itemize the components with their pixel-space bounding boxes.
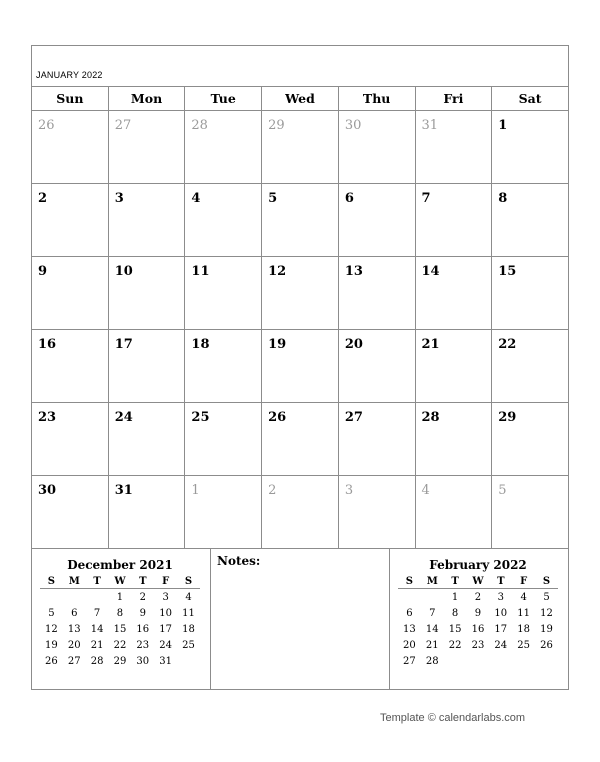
mini-weekday: W [109,574,132,589]
mini-week-row [40,605,200,621]
day-cell[interactable] [108,257,185,330]
mini-week-row [398,637,558,653]
mini-day: 14 [425,623,439,635]
mini-weekday: S [398,574,421,589]
mini-day: 3 [497,591,504,603]
mini-day: 24 [159,639,172,651]
day-number: 21 [421,337,440,352]
mini-day: 13 [403,623,416,635]
day-number: 31 [114,483,133,498]
day-cell[interactable] [262,111,339,184]
day-number: 29 [498,410,517,425]
bottom-section [31,549,569,690]
week-row [32,257,569,330]
mini-day [421,589,444,606]
mini-day: 16 [471,623,485,635]
notes-label: Notes: [217,554,261,568]
mini-day [40,589,63,606]
mini-weekday: T [444,574,467,589]
weekday-header: Thu [338,87,415,111]
mini-day [467,653,490,669]
day-number: 3 [344,483,354,498]
mini-day: 30 [136,655,150,667]
mini-calendar-february [398,558,558,669]
mini-week-row [40,589,200,606]
mini-day: 8 [116,607,124,619]
day-cell[interactable] [108,330,185,403]
mini-day: 22 [448,639,462,651]
mini-day: 4 [520,591,527,603]
day-number: 5 [498,483,507,498]
mini-week-row [40,621,200,637]
day-number: 28 [191,118,208,133]
day-cell[interactable] [262,476,339,549]
day-number: 2 [38,191,48,206]
weekday-header: Wed [262,87,339,111]
mini-day: 26 [45,655,58,667]
mini-day: 21 [425,639,439,651]
mini-day: 19 [45,639,58,651]
mini-week-row [40,653,200,669]
day-cell[interactable] [492,257,569,330]
day-number: 30 [344,118,362,133]
day-cell[interactable] [415,403,492,476]
mini-week-row [398,621,558,637]
mini-day: 8 [451,607,459,619]
mini-day: 31 [159,655,172,667]
day-cell[interactable] [108,111,185,184]
mini-day: 25 [517,639,530,651]
day-number: 6 [344,191,354,206]
mini-day: 28 [90,655,104,667]
day-cell[interactable] [262,184,339,257]
mini-calendar-title: February 2022 [429,558,527,572]
weekday-header: Tue [185,87,262,111]
day-cell[interactable] [108,476,185,549]
mini-day: 18 [517,623,530,635]
mini-day: 5 [543,591,550,603]
mini-day: 25 [182,639,195,651]
day-cell[interactable] [338,403,415,476]
mini-day: 3 [162,591,169,603]
day-number: 1 [191,483,200,498]
mini-day: 12 [540,607,553,619]
mini-day: 23 [136,639,150,651]
day-number: 10 [114,264,133,279]
mini-day [177,653,200,669]
mini-weekday: S [177,574,200,589]
weekday-header: Fri [415,87,492,111]
day-number: 19 [268,337,287,352]
day-number: 2 [268,483,277,498]
day-cell[interactable] [415,184,492,257]
mini-calendar-table [398,574,558,669]
mini-day [86,589,109,606]
week-row [32,330,569,403]
day-number: 23 [38,410,57,425]
mini-weekday: S [535,574,558,589]
mini-weekday-row [398,574,558,589]
day-number: 16 [38,337,57,352]
day-number: 29 [268,118,285,133]
day-cell[interactable] [415,330,492,403]
mini-day [444,653,467,669]
footer-credit: Template © calendarlabs.com [380,712,526,724]
mini-weekday: F [154,574,177,589]
day-cell[interactable] [185,111,262,184]
mini-week-row [398,589,558,606]
mini-day: 11 [517,607,530,619]
mini-day: 9 [139,607,146,619]
day-cell[interactable] [32,257,109,330]
day-cell[interactable] [415,476,492,549]
week-row [32,403,569,476]
day-number: 18 [191,337,210,352]
mini-calendar-title: December 2021 [67,558,173,572]
mini-weekday: W [467,574,490,589]
mini-day: 11 [182,607,195,619]
day-cell[interactable] [185,330,262,403]
day-number: 24 [114,410,133,425]
mini-day: 7 [93,607,101,619]
day-cell[interactable] [185,257,262,330]
mini-day: 7 [429,607,436,619]
mini-day: 6 [71,607,78,619]
day-cell[interactable] [108,184,185,257]
day-cell[interactable] [492,330,569,403]
day-number: 26 [268,410,287,425]
mini-day: 17 [494,623,508,635]
day-number: 25 [191,410,210,425]
day-number: 5 [268,191,278,206]
day-number: 1 [498,118,508,133]
mini-day: 1 [116,591,124,603]
day-cell[interactable] [338,111,415,184]
day-number: 27 [114,118,132,133]
day-cell[interactable] [492,476,569,549]
mini-day: 9 [474,607,482,619]
day-cell[interactable] [262,330,339,403]
mini-day: 6 [406,607,413,619]
day-number: 30 [38,483,57,498]
week-row [32,111,569,184]
day-number: 7 [421,191,431,206]
mini-day: 10 [494,607,508,619]
day-cell[interactable] [262,403,339,476]
mini-day: 5 [48,607,55,619]
mini-calendar-december [40,558,200,669]
day-number: 11 [191,264,210,279]
mini-day: 4 [185,591,192,603]
day-cell[interactable] [185,476,262,549]
divider [210,549,211,690]
mini-day [489,653,512,669]
mini-day [512,653,535,669]
weekday-header: Sat [492,87,569,111]
mini-day: 20 [403,639,416,651]
mini-weekday: M [63,574,86,589]
day-number: 17 [114,337,133,352]
weekday-header: Sun [32,87,109,111]
mini-day: 24 [494,639,508,651]
mini-day: 29 [113,655,127,667]
day-number: 15 [498,264,517,279]
day-cell[interactable] [32,403,109,476]
day-cell[interactable] [338,257,415,330]
day-cell[interactable] [108,403,185,476]
mini-weekday: S [40,574,63,589]
day-cell[interactable] [32,184,109,257]
day-number: 27 [344,410,363,425]
mini-weekday: T [131,574,154,589]
mini-weekday: T [86,574,109,589]
mini-weekday: T [489,574,512,589]
day-cell[interactable] [185,184,262,257]
day-number: 28 [421,410,440,425]
day-number: 4 [421,483,430,498]
mini-day: 20 [67,639,81,651]
mini-day: 15 [113,623,127,635]
day-number: 9 [38,264,48,279]
mini-day: 26 [540,639,553,651]
mini-day: 28 [425,655,439,667]
day-cell[interactable] [338,476,415,549]
mini-day: 21 [90,639,104,651]
mini-week-row [40,637,200,653]
day-number: 22 [498,337,517,352]
weekday-header: Mon [108,87,185,111]
mini-day: 2 [139,591,146,603]
mini-day [63,589,86,606]
month-grid-body [32,111,569,549]
mini-day: 2 [474,591,482,603]
day-number: 20 [344,337,363,352]
mini-day: 10 [159,607,172,619]
mini-day: 22 [113,639,127,651]
day-cell[interactable] [185,403,262,476]
day-number: 13 [344,264,363,279]
day-cell[interactable] [415,257,492,330]
day-number: 12 [268,264,287,279]
mini-weekday: M [421,574,444,589]
day-cell[interactable] [492,184,569,257]
mini-day: 23 [471,639,485,651]
mini-day: 16 [136,623,150,635]
day-number: 8 [498,191,508,206]
day-cell[interactable] [492,403,569,476]
day-cell[interactable] [32,111,109,184]
mini-day: 27 [67,655,81,667]
mini-day: 17 [159,623,172,635]
day-number: 14 [421,264,440,279]
day-number: 26 [38,118,55,133]
day-cell[interactable] [262,257,339,330]
day-cell[interactable] [338,330,415,403]
day-number: 31 [421,118,439,133]
week-row [32,476,569,549]
mini-week-row [398,653,558,669]
divider [389,549,390,690]
mini-weekday-row [40,574,200,589]
day-number: 4 [191,191,201,206]
mini-week-row [398,605,558,621]
mini-day [535,653,558,669]
mini-day: 27 [403,655,416,667]
mini-weekday: F [512,574,535,589]
mini-day: 19 [540,623,553,635]
month-grid [31,86,569,549]
day-cell[interactable] [32,330,109,403]
day-number: 3 [114,191,124,206]
calendar-title: JANUARY 2022 [36,70,103,80]
mini-day [398,589,421,606]
week-row [32,184,569,257]
mini-day: 14 [90,623,104,635]
day-cell[interactable] [338,184,415,257]
day-cell[interactable] [492,111,569,184]
mini-day: 18 [182,623,195,635]
mini-calendar-table [40,574,200,669]
mini-day: 15 [448,623,462,635]
mini-day: 13 [67,623,81,635]
weekday-header-row [32,87,569,111]
day-cell[interactable] [32,476,109,549]
mini-day: 1 [451,591,459,603]
mini-day: 12 [45,623,58,635]
day-cell[interactable] [415,111,492,184]
